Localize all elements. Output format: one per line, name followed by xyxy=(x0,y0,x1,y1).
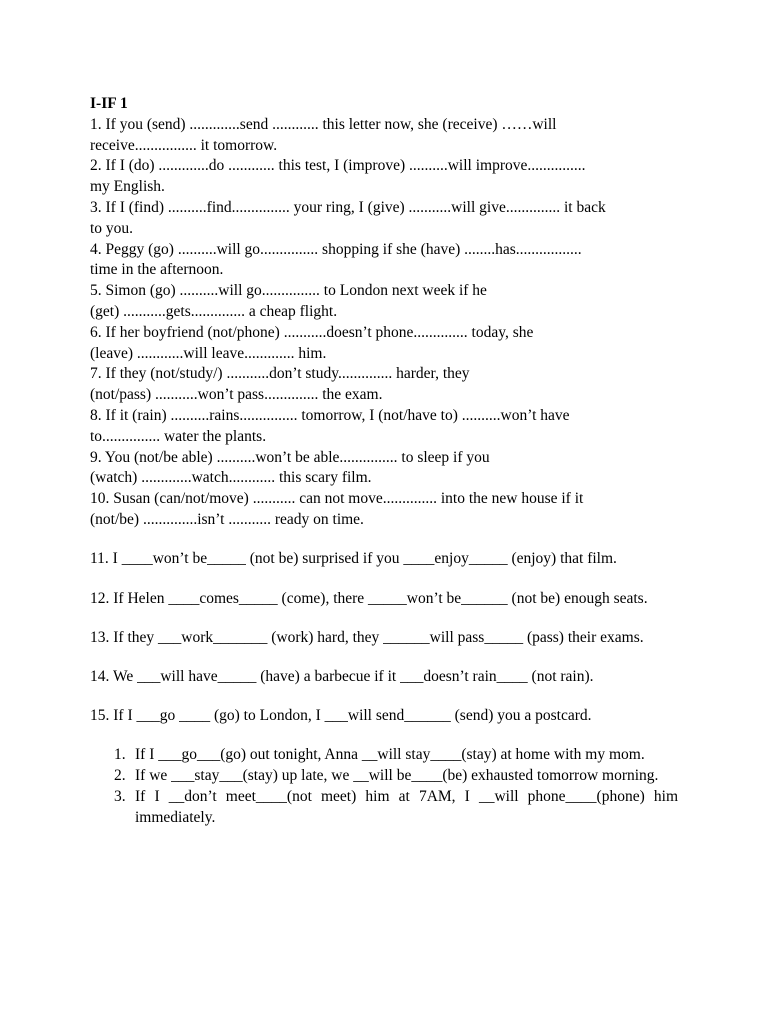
dotted-exercise xyxy=(90,115,678,531)
blank-item: 15. If I ___go ____ (go) to London, I ___will send______ (send) you a postcard. xyxy=(90,707,592,725)
exercise-line: 3. If I (find) ..........find............... your ring, I (give) ...........will give.............. it back xyxy=(90,198,606,216)
exercise-line: 1. If you (send) .............send ............ this letter now, she (receive) ……will xyxy=(90,115,557,133)
exercise-line: time in the afternoon. xyxy=(90,261,224,279)
exercise-line: 8. If it (rain) ..........rains............... tomorrow, I (not/have to) ..........won’t have xyxy=(90,406,570,424)
exercise-line: my English. xyxy=(90,178,165,196)
blank-item: 11. I ____won’t be_____ (not be) surprised if you ____enjoy_____ (enjoy) that film. xyxy=(90,550,617,568)
exercise-line: receive................ it tomorrow. xyxy=(90,136,278,154)
exercise-line: to you. xyxy=(90,219,134,237)
exercise-line: 10. Susan (can/not/move) ........... can not move.............. into the new house if it xyxy=(90,490,584,508)
exercise-line: 2. If I (do) .............do ............ this test, I (improve) ..........will improve............... xyxy=(90,157,586,175)
list-item xyxy=(114,787,678,829)
list-item-text: If I ___go___(go) out tonight, Anna __will stay____(stay) at home with my mom. xyxy=(135,746,645,764)
exercise-line: (not/be) ..............isn’t ........... ready on time. xyxy=(90,510,364,528)
blank-item: 14. We ___will have_____ (have) a barbecue if it ___doesn’t rain____ (not rain). xyxy=(90,668,594,686)
exercise-line: (leave) ............will leave............. him. xyxy=(90,344,327,362)
exercise-line: 5. Simon (go) ..........will go............... to London next week if he xyxy=(90,282,487,300)
numbered-list xyxy=(114,745,678,828)
list-item-text: If I __don’t meet____(not meet) him at 7AM, I __will phone____(phone) him immediately. xyxy=(135,787,678,826)
exercise-line: 7. If they (not/study/) ...........don’t study.............. harder, they xyxy=(90,365,470,383)
exercise-line: (get) ...........gets.............. a cheap flight. xyxy=(90,302,338,320)
worksheet-content xyxy=(90,94,678,828)
exercise-line: 9. You (not/be able) ..........won’t be able............... to sleep if you xyxy=(90,448,490,466)
exercise-line: to............... water the plants. xyxy=(90,427,267,445)
exercise-line: 4. Peggy (go) ..........will go............... shopping if she (have) ........has................. xyxy=(90,240,582,258)
list-item-number: 2. xyxy=(114,767,126,785)
blank-item: 12. If Helen ____comes_____ (come), there _____won’t be______ (not be) enough seats. xyxy=(90,589,648,607)
exercise-line: (watch) .............watch............ this scary film. xyxy=(90,469,372,487)
exercise-line: (not/pass) ...........won’t pass.............. the exam. xyxy=(90,386,383,404)
list-item-text: If we ___stay___(stay) up late, we __will be____(be) exhausted tomorrow morning. xyxy=(135,767,659,785)
list-item-number: 3. xyxy=(114,787,126,805)
list-item xyxy=(114,745,678,766)
list-item-number: 1. xyxy=(114,746,126,764)
exercise-line: 6. If her boyfriend (not/phone) ...........doesn’t phone.............. today, she xyxy=(90,323,534,341)
list-item xyxy=(114,766,678,787)
worksheet-title: I-IF 1 xyxy=(90,95,128,112)
blank-item: 13. If they ___work_______ (work) hard, they ______will pass_____ (pass) their exams. xyxy=(90,628,644,646)
